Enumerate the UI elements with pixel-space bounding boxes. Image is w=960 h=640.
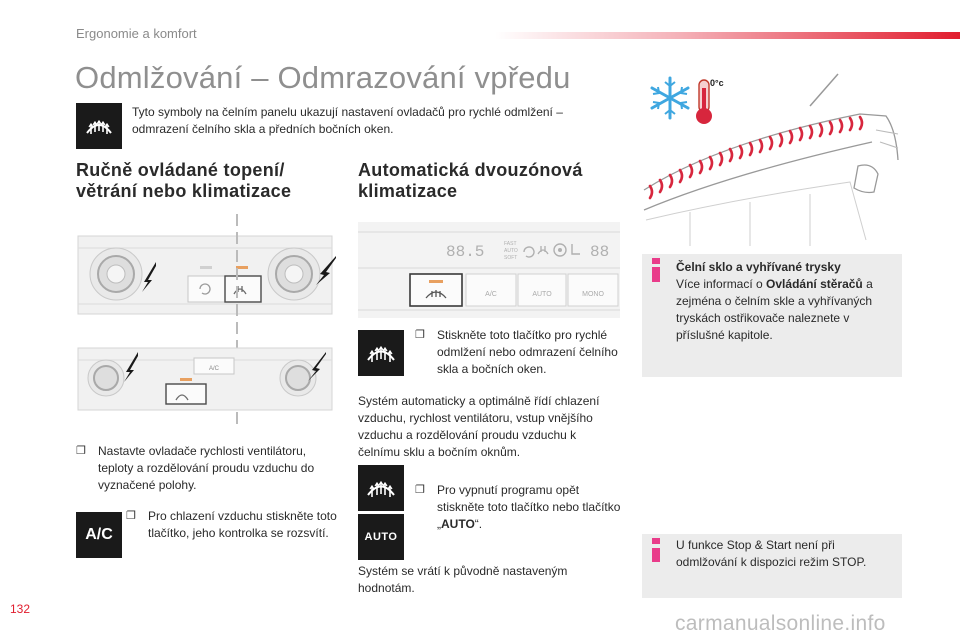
info-wipers-title: Čelní sklo a vyhřívané trysky [676, 260, 841, 274]
auto-panel-illustration [358, 222, 620, 318]
auto-paragraph-2: Systém se vrátí k původně nastaveným hodnotám. [358, 564, 568, 595]
manual-bullet-1 [76, 443, 338, 494]
panel-ac-label: A/C [208, 366, 220, 372]
panel-btn-auto: AUTO [532, 291, 552, 298]
display-fast-label: FAST [504, 241, 517, 247]
info-wipers-post: a zejména o čelním skle a vyhřívaných tryskách ostřikovače naleznete v příslušné kapitole. [676, 277, 873, 342]
intro-text: Tyto symboly na čelním panelu ukazují nastavení ovladačů pro rychlé odmlžení – odmrazení čelního skla a předních bočních oken. [132, 105, 563, 136]
bullet-marker-icon: ❐ [415, 329, 425, 341]
section-header: Ergonomie a komfort [76, 26, 197, 41]
manual-bullet-2 [126, 508, 340, 542]
auto-bullet-2-text [415, 482, 621, 533]
defrost-heat-waves [650, 117, 862, 198]
manual-heading-line1: Ručně ovládané topení/ [76, 160, 285, 180]
info-stopstart-text: U funkce Stop & Start není při odmlžování k dispozici režim STOP. [676, 538, 867, 569]
manual-bullet-2-text: Pro chlazení vzduchu stiskněte toto tlačítko, jeho kontrolka se rozsvítí. [148, 509, 337, 540]
auto-bullet-2-bold: AUTO [441, 517, 475, 531]
info-i-icon [652, 258, 660, 282]
header-accent-bar [495, 32, 960, 39]
auto-button-icon: AUTO [358, 514, 404, 560]
antenna [810, 74, 838, 106]
page-number: 132 [10, 602, 31, 616]
manual-heading-line2: větrání nebo klimatizace [76, 181, 292, 201]
defrost-icon [76, 103, 122, 149]
manual-bullet-1-text: Nastavte ovladače rychlosti ventilátoru, teploty a rozdělování proudu vzduchu do vyznačené polohy. [98, 444, 315, 492]
auto-heading-line1: Automatická dvouzónová [358, 160, 583, 180]
windscreen-illustration [640, 70, 904, 246]
page-title: Odmlžování – Odmrazování vpředu [75, 60, 571, 95]
auto-bullet-1 [415, 327, 621, 378]
display-temp-left: 88.5 [446, 243, 485, 261]
auto-bullet-2 [415, 482, 621, 533]
max-defrost-icon-2 [358, 465, 404, 511]
manual-panel-bottom [78, 348, 332, 410]
bullet-marker-icon: ❐ [126, 510, 136, 522]
manual-panel-top [78, 236, 336, 314]
watermark: carmanualsonline.info [675, 612, 886, 635]
auto-paragraph-1: Systém automaticky a optimálně řídí chlazení vzduchu, rychlost ventilátoru, vstup vnějšího vzduchu a rozdělování proudu vzduchu k čelnímu sklu a bočním oknům. [358, 394, 600, 459]
snowflake-icon [652, 78, 688, 118]
display-soft-label: SOFT [504, 255, 518, 261]
max-defrost-icon [358, 330, 404, 376]
panel-btn-ac: A/C [485, 291, 497, 298]
bullet-marker-icon: ❐ [76, 445, 86, 457]
info-wipers-text [676, 259, 894, 344]
temperature-label: 0°c [710, 78, 724, 88]
display-auto-label: AUTO [504, 248, 518, 254]
auto-bullet-1-text: Stiskněte toto tlačítko pro rychlé odmlžení nebo odmrazení čelního skla a bočních oken. [437, 328, 618, 376]
display-temp-right: 88 [590, 243, 610, 261]
ac-button-icon: A/C [76, 512, 122, 558]
auto-heading [358, 160, 618, 202]
panel-btn-mono: MONO [582, 291, 604, 298]
info-i-icon-2 [652, 538, 660, 562]
info-wipers-pre: Více informací o [676, 277, 767, 291]
manual-controls-illustration [76, 212, 338, 430]
info-wipers-body [676, 276, 894, 344]
auto-heading-line2: klimatizace [358, 181, 458, 201]
auto-bullet-2-pre: Pro vypnutí programu opět stiskněte toto tlačítko nebo tlačítko „ [437, 483, 621, 531]
info-wipers-bold: Ovládání stěračů [766, 277, 863, 291]
bullet-marker-icon: ❐ [415, 484, 425, 496]
auto-bullet-2-post: “. [474, 517, 483, 531]
manual-heading [76, 160, 336, 202]
